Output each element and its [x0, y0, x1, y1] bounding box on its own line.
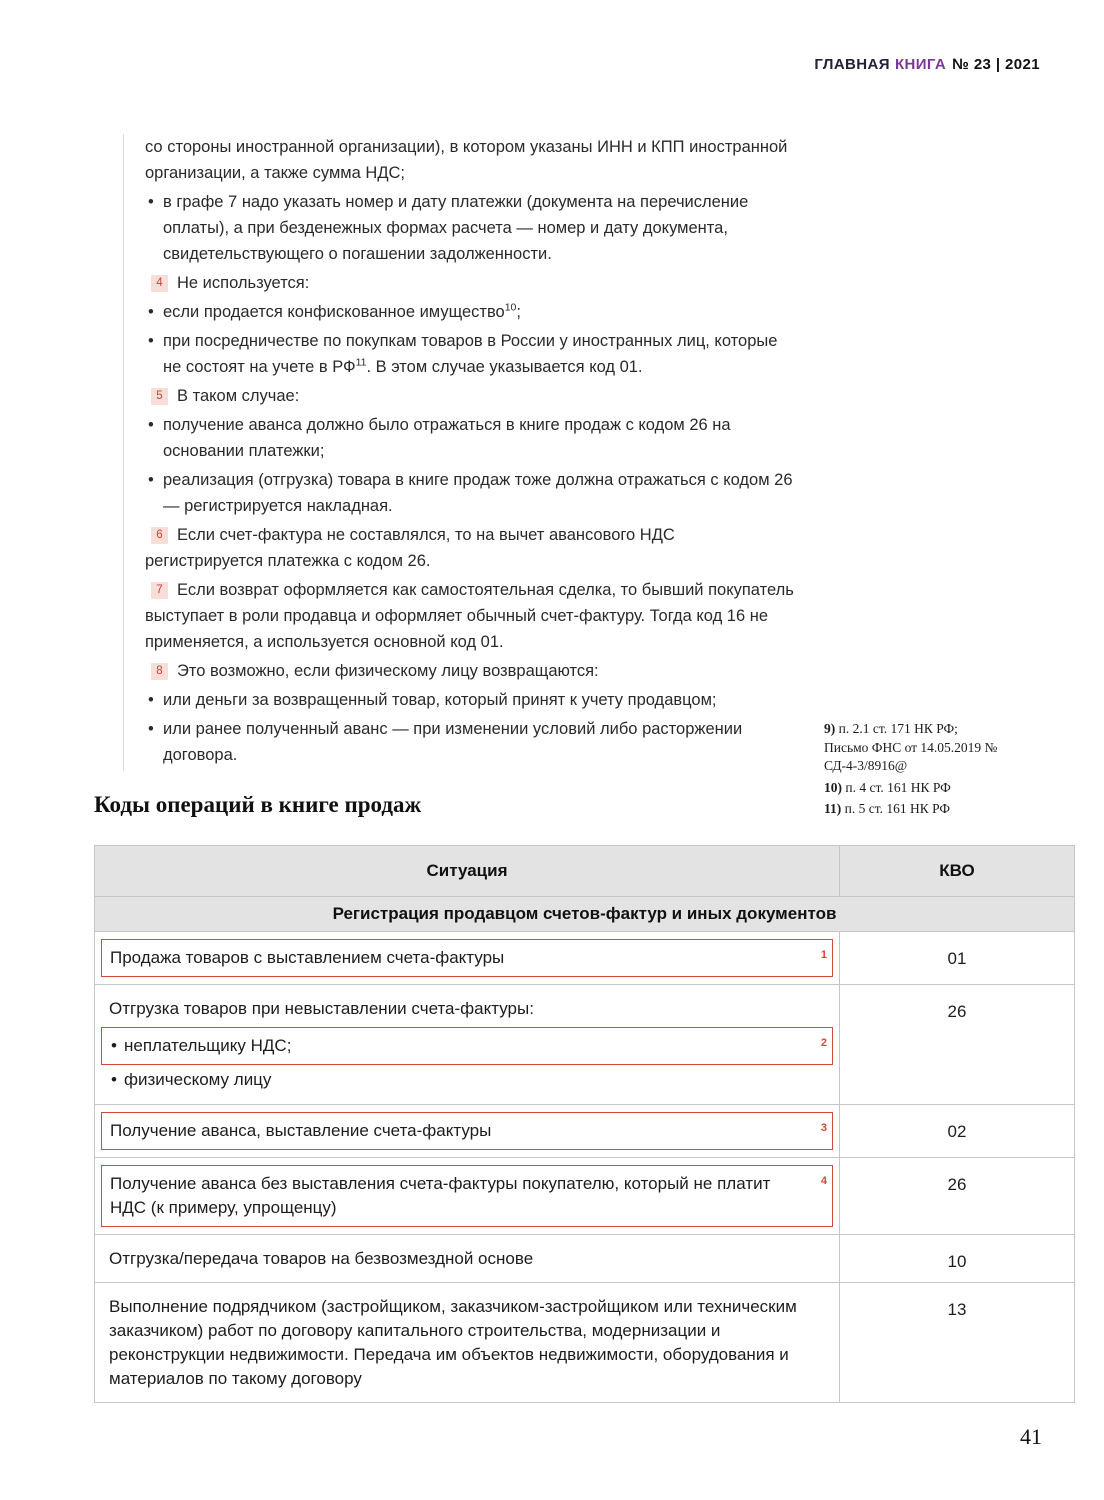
- footnote-11: [824, 800, 1032, 819]
- situation-cell: [95, 1283, 840, 1403]
- note-text: Если счет-фактура не составлялся, то на вычет авансового НДС регистрируется платежка с кодом 26.: [145, 526, 675, 570]
- note-numbered-8: [145, 658, 795, 684]
- note-bullet: • получение аванса должно было отражаться в книге продаж с кодом 26 на основании платежки;: [145, 412, 795, 464]
- note-text: Не используется:: [177, 274, 310, 292]
- footnote-9: [824, 720, 1032, 776]
- note-continuation: со стороны иностранной организации), в котором указаны ИНН и КПП иностранной организации, а также сумма НДС;: [145, 138, 788, 182]
- table-row: [95, 1158, 1075, 1235]
- kvo-value: 26: [840, 985, 1075, 1105]
- note-bullet: • или деньги за возвращенный товар, который принят к учету продавцом;: [145, 687, 795, 713]
- note-bullet: • реализация (отгрузка) товара в книге продаж тоже должна отражаться с кодом 26 — регистрируется накладная.: [145, 467, 795, 519]
- situation-bullet: • неплательщику НДС;: [110, 1034, 808, 1058]
- note-numbered-7: [145, 577, 795, 655]
- footnote-text: п. 4 ст. 161 НК РФ: [845, 779, 951, 795]
- situation-text: Получение аванса без выставления счета-фактуры покупателю, который не платит НДС (к примеру, упрощенцу): [110, 1174, 771, 1217]
- section-title: Коды операций в книге продаж: [94, 792, 422, 817]
- note-text: при посредничестве по покупкам товаров в России у иностранных лиц, которые не состоят на учете в РФ: [163, 332, 778, 376]
- footnote-label: 9): [824, 721, 836, 736]
- situation-text: Отгрузка товаров при невыставлении счета-фактуры:: [109, 999, 534, 1018]
- column-header-situation: Ситуация: [95, 846, 840, 897]
- page-number: 41: [1020, 1424, 1042, 1449]
- note-text: В таком случае:: [177, 387, 300, 405]
- note-numbered-4: [145, 270, 795, 296]
- footnote-10: [824, 779, 1032, 798]
- note-text: . В этом случае указывается код 01.: [366, 358, 643, 376]
- situation-cell: [95, 932, 840, 985]
- note-numbered-6: [145, 522, 795, 574]
- brand-glavnaya: ГЛАВНАЯ: [814, 56, 890, 73]
- annotation-ref-1: 1: [820, 949, 827, 961]
- table-row: [95, 1105, 1075, 1158]
- sales-book-codes-table: [94, 845, 1075, 1403]
- annotation-box-4: [101, 1165, 833, 1227]
- kvo-value: 10: [840, 1235, 1075, 1283]
- note-text: ;: [516, 303, 521, 321]
- table-row: [95, 985, 1075, 1105]
- annotation-ref-2: 2: [820, 1037, 827, 1049]
- situation-cell: [95, 985, 840, 1105]
- kvo-value: 13: [840, 1283, 1075, 1403]
- situation-text: Получение аванса, выставление счета-фактуры: [110, 1121, 492, 1140]
- situation-text: Продажа товаров с выставлением счета-фактуры: [110, 948, 505, 967]
- situation-cell: [95, 1235, 840, 1283]
- kvo-value: 01: [840, 932, 1075, 985]
- note-numbered-5: [145, 383, 795, 409]
- sidebar-footnotes: [824, 720, 1032, 822]
- page-header: [814, 56, 1040, 73]
- footnote-ref-11: 11: [355, 356, 367, 369]
- table-header-row: [95, 846, 1075, 897]
- annotation-box-2: [101, 1027, 833, 1065]
- note-number-badge: 7: [151, 582, 168, 599]
- annotation-ref-3: 3: [820, 1122, 827, 1134]
- brand-kniga: КНИГА: [894, 56, 947, 73]
- column-header-kvo: КВО: [840, 846, 1075, 897]
- table-section-row: [95, 897, 1075, 932]
- note-number-badge: 5: [151, 388, 168, 405]
- note-text: если продается конфискованное имущество: [163, 303, 505, 321]
- issue-number: № 23 | 2021: [952, 56, 1040, 73]
- kvo-value: 02: [840, 1105, 1075, 1158]
- note-text: Если возврат оформляется как самостоятельная сделка, то бывший покупатель выступает в роли продавца и оформляет обычный счет-фактуру. Тогда код 16 не применяется, а используется основной код 01.: [145, 581, 794, 651]
- situation-bullet: • физическому лицу: [101, 1066, 833, 1098]
- footnote-text: Письмо ФНС от 14.05.2019 № СД-4-3/8916@: [824, 739, 998, 773]
- note-text: Это возможно, если физическому лицу возвращаются:: [177, 662, 599, 680]
- kvo-value: 26: [840, 1158, 1075, 1235]
- situation-cell: [95, 1158, 840, 1235]
- footnote-label: 10): [824, 779, 842, 795]
- note-number-badge: 8: [151, 663, 168, 680]
- note-bullet: [145, 328, 795, 380]
- situation-text: Выполнение подрядчиком (застройщиком, заказчиком-застройщиком или техническим заказчиком) работ по договору капитального строительства, модернизации и реконструкции недвижимости. Передача им объектов недвижимости, оборудования и материалов по такому договору: [109, 1297, 797, 1388]
- annotation-box-1: [101, 939, 833, 977]
- footnote-commentary: [123, 134, 795, 771]
- note-number-badge: 4: [151, 275, 168, 292]
- annotation-ref-4: 4: [820, 1175, 827, 1187]
- situation-cell: [95, 1105, 840, 1158]
- note-bullet: • в графе 7 надо указать номер и дату платежки (документа на перечисление оплаты), а при безденежных формах расчета — номер и дату документа, свидетельствующего о погашении задолженности.: [145, 189, 795, 267]
- note-bullet: [145, 299, 795, 325]
- footnote-ref-10: 10: [504, 301, 517, 314]
- annotation-box-3: [101, 1112, 833, 1150]
- footnote-label: 11): [824, 801, 842, 816]
- table-row: [95, 932, 1075, 985]
- table-section-title: Регистрация продавцом счетов-фактур и иных документов: [95, 897, 1075, 932]
- note-number-badge: 6: [151, 527, 168, 544]
- footnote-text: п. 2.1 ст. 171 НК РФ;: [838, 721, 958, 736]
- table-row: [95, 1283, 1075, 1403]
- situation-text: Отгрузка/передача товаров на безвозмездной основе: [109, 1249, 534, 1268]
- footnote-text: п. 5 ст. 161 НК РФ: [844, 801, 951, 816]
- table-row: [95, 1235, 1075, 1283]
- note-bullet: • или ранее полученный аванс — при изменении условий либо расторжении договора.: [145, 716, 795, 768]
